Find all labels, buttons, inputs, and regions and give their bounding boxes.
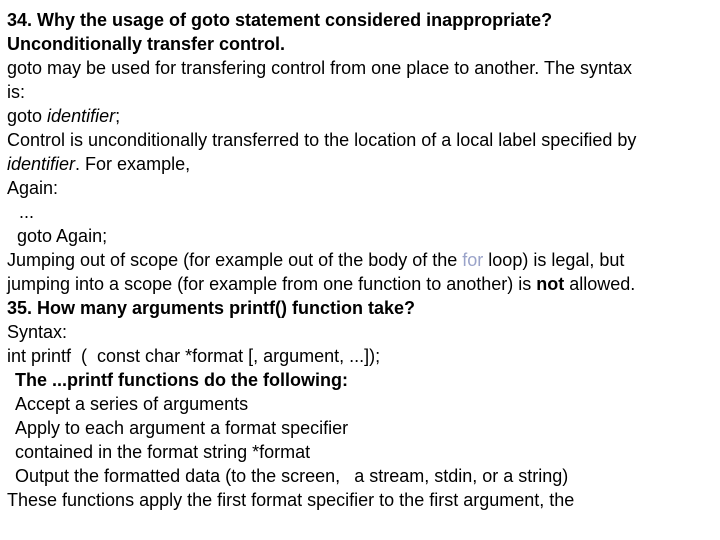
q34-text-line-1: goto may be used for transfering control from one place to another. The syntax (7, 58, 633, 78)
control-identifier: identifier (7, 154, 76, 174)
example-label: Again: (7, 178, 59, 198)
q34-text-line-2: is: (7, 82, 25, 102)
scope-line-2-post: allowed. (564, 274, 636, 294)
printf-item-2: Apply to each argument a format specifier (15, 418, 349, 438)
control-example-text: . For example, (75, 154, 191, 174)
control-line-2 (7, 152, 713, 176)
q34-heading: 34. Why the usage of goto statement considered inappropriate? (7, 10, 553, 30)
scope-line-2-pre: jumping into a scope (for example from one function to another) is (7, 274, 537, 294)
printf-item-4-post: a stream, stdin, or a string) (354, 466, 569, 486)
scope-line-1-post: loop) is legal, but (483, 250, 625, 270)
document-page (7, 8, 713, 512)
scope-line-1-pre: Jumping out of scope (for example out of the body of the (7, 250, 463, 270)
goto-syntax-line (7, 104, 713, 128)
control-line-1: Control is unconditionally transferred to the location of a local label specified by (7, 130, 637, 150)
printf-item-1: Accept a series of arguments (15, 394, 249, 414)
printf-item-4 (7, 464, 713, 488)
scope-line-2-not: not (536, 274, 565, 294)
goto-keyword: goto (7, 106, 48, 126)
printf-item-4-pre: Output the formatted data (to the screen, (15, 466, 341, 486)
printf-last-line: These functions apply the first format specifier to the first argument, the (7, 490, 575, 510)
printf-functions-heading: The ...printf functions do the following: (15, 370, 348, 390)
for-keyword-link[interactable]: for (462, 250, 484, 270)
example-dots: ... (19, 202, 35, 222)
q35-heading: 35. How many arguments printf() function take? (7, 298, 416, 318)
goto-identifier: identifier (47, 106, 116, 126)
scope-line-1 (7, 248, 713, 272)
example-goto: goto Again; (17, 226, 108, 246)
q35-syntax-label: Syntax: (7, 322, 68, 342)
scope-line-2 (7, 272, 713, 296)
printf-prototype: int printf ( const char *format [, argument, ...]); (7, 346, 381, 366)
q34-subheading: Unconditionally transfer control. (7, 34, 286, 54)
goto-semicolon: ; (115, 106, 121, 126)
printf-item-3: contained in the format string *format (15, 442, 311, 462)
